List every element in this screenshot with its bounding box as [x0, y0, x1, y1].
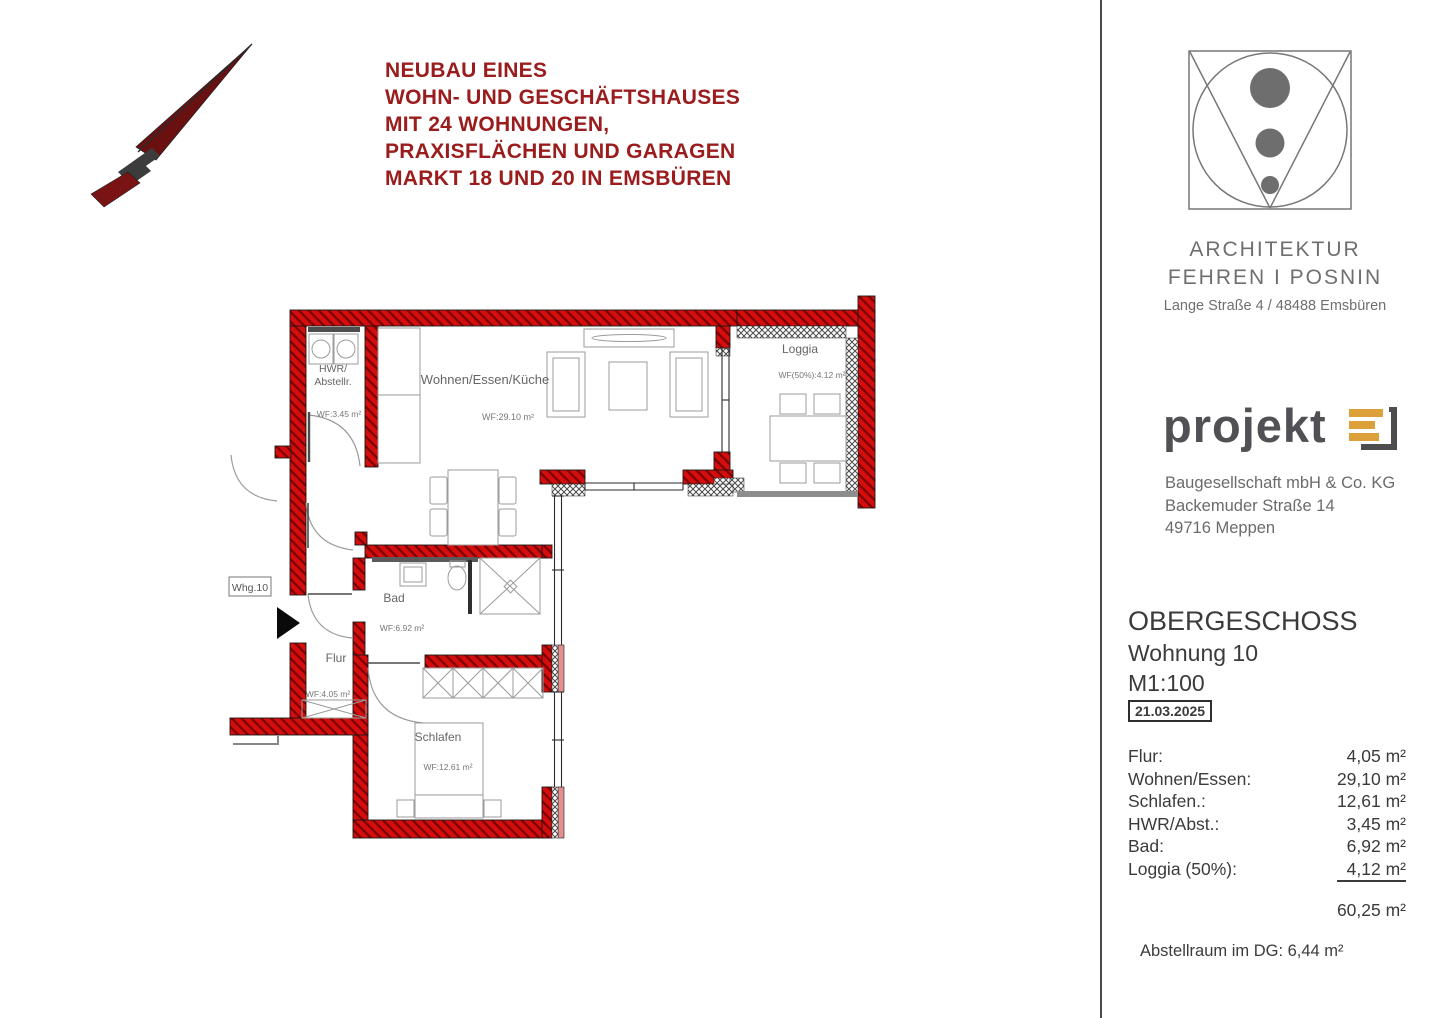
svg-text:Abstellr.: Abstellr.	[314, 376, 352, 388]
area-label-loggia: WF(50%):4.12 m²	[778, 370, 846, 380]
builder-logo-icon	[1349, 407, 1399, 453]
room-label-schlafen: Schlafen	[414, 730, 462, 744]
room-label-loggia: Loggia	[781, 342, 819, 356]
area-row: Flur: 4,05 m²	[1128, 746, 1406, 766]
drawing-date: 21.03.2025	[1128, 700, 1212, 722]
firm-logo-icon	[91, 44, 252, 207]
unit-title: Wohnung 10	[1128, 640, 1259, 666]
area-row: Loggia (50%): 4,12 m²	[1128, 858, 1406, 883]
area-label-wohnen: WF:29.10 m²	[481, 412, 535, 422]
unit-tag	[229, 577, 271, 596]
builder-logo-text: projekt	[1163, 399, 1327, 452]
exterior-step-line	[233, 736, 278, 744]
entry-arrow-icon	[277, 607, 300, 639]
area-label-bad: WF:6.92 m²	[379, 623, 425, 633]
architect-name: ARCHITEKTUR FEHREN I POSNIN	[1167, 238, 1383, 289]
project-title-line: WOHN- UND GESCHÄFTSHAUSES	[385, 86, 741, 109]
area-row: Bad: 6,92 m²	[1128, 836, 1406, 856]
svg-text:Whg.10: Whg.10	[231, 582, 269, 594]
architect-address: Lange Straße 4 / 48488 Emsbüren	[1163, 298, 1387, 314]
insulation	[552, 326, 858, 838]
builder-address: Baugesellschaft mbH & Co. KG Backemuder Straße 14 49716 Meppen	[1165, 474, 1396, 537]
title-block-column	[1100, 0, 1440, 1018]
project-title	[385, 57, 740, 192]
room-label-hwr: HWR/	[319, 363, 347, 375]
room-label-wohnen: Wohnen/Essen/Küche	[420, 372, 550, 387]
area-label-hwr: WF:3.45 m²	[316, 409, 362, 419]
doors	[231, 412, 423, 723]
drawing-scale: M1:100	[1128, 670, 1205, 696]
area-label-flur: WF:4.05 m²	[305, 689, 351, 699]
area-total: 60,25 m²	[1336, 900, 1406, 920]
project-title-line: PRAXISFLÄCHEN UND GARAGEN	[385, 140, 736, 163]
area-table	[1128, 745, 1406, 882]
area-row: Wohnen/Essen: 29,10 m²	[1128, 768, 1406, 789]
architect-logo-icon	[1188, 50, 1353, 212]
room-label-flur: Flur	[325, 651, 347, 665]
area-row: HWR/Abst.: 3,45 m²	[1128, 813, 1406, 834]
loggia-railing	[737, 491, 858, 497]
area-label-schlafen: WF:12.61 m²	[423, 762, 473, 772]
project-title-line: NEUBAU EINES	[385, 59, 548, 82]
project-title-line: MIT 24 WOHNUNGEN,	[385, 113, 610, 136]
attic-storage-note: Abstellraum im DG: 6,44 m²	[1140, 942, 1344, 960]
area-row: Schlafen.: 12,61 m²	[1128, 791, 1406, 811]
windows	[552, 348, 729, 787]
project-title-line: MARKT 18 UND 20 IN EMSBÜREN	[385, 167, 732, 190]
floor-title: OBERGESCHOSS	[1128, 606, 1358, 636]
furniture	[302, 327, 846, 818]
room-label-bad: Bad	[383, 591, 405, 605]
